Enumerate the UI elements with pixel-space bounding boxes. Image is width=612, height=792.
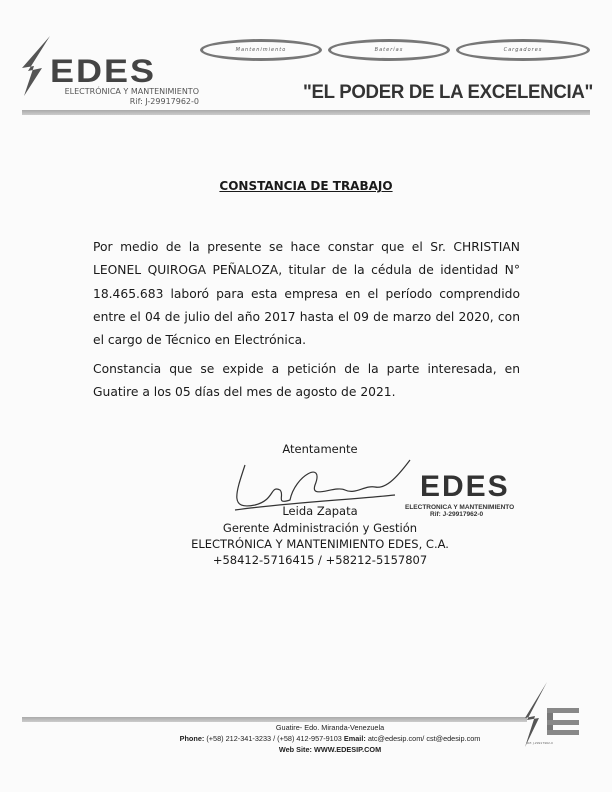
company-logo: EDES [50,52,157,89]
slogan: "EL PODER DE LA EXCELENCIA" [302,82,594,103]
email-value[interactable]: atc@edesip.com/ cst@edesip.com [367,734,481,743]
service-oval: Baterías [328,39,450,61]
phone-label: Phone: [179,734,205,743]
stamp-subtitle: ELECTRONICA Y MANTENIMIENTO [405,504,515,511]
document-title: CONSTANCIA DE TRABAJO [219,179,393,193]
company-name: ELECTRÓNICA Y MANTENIMIENTO EDES, C.A. [191,537,449,551]
email-label: Email: [343,734,366,743]
footer-divider [22,717,527,722]
footer-contact [90,734,570,743]
footer-web [90,745,570,754]
footer-address: Guatire- Edo. Miranda-Venezuela [275,723,385,732]
header-divider [22,110,590,115]
stamp-logo: EDES [420,470,510,503]
web-link[interactable]: WWW.EDESIP.COM [313,745,382,754]
phone-value: (+58) 212-341-3233 / (+58) 412-957-9103 [206,734,342,743]
service-oval: Mantenimiento [200,39,322,61]
service-oval: Cargadores [456,39,590,61]
stamp-rif: Rif: J-29917962-0 [430,511,484,518]
footer-rif: Rif: J-29917962-0 [527,741,553,745]
closing: Atentamente [282,442,358,456]
company-subtitle: ELECTRÓNICA Y MANTENIMIENTO [64,87,199,96]
body-paragraph: Constancia que se expide a petición de la parte interesada, en Guatire a los 05 días del mes de agosto de 2021. [93,362,520,400]
body-paragraph: Por medio de la presente se hace constar que el Sr. CHRISTIAN LEONEL QUIROGA PEÑALOZA, titular de la cédula de identidad N° 18.465.683 laboró para esta empresa en el período comprendido entre el 04 de julio del año 2017 hasta el 09 de marzo del 2020, con el cargo de Técnico en Electrónica. [93,240,520,348]
contact-phones: +58412-5716415 / +58212-5157807 [212,553,428,567]
signer-name: Leida Zapata [282,504,358,518]
signer-position: Gerente Administración y Gestión [222,521,418,535]
company-rif: Rif: J-29917962-0 [129,97,199,106]
web-label: Web Site: [278,745,312,754]
